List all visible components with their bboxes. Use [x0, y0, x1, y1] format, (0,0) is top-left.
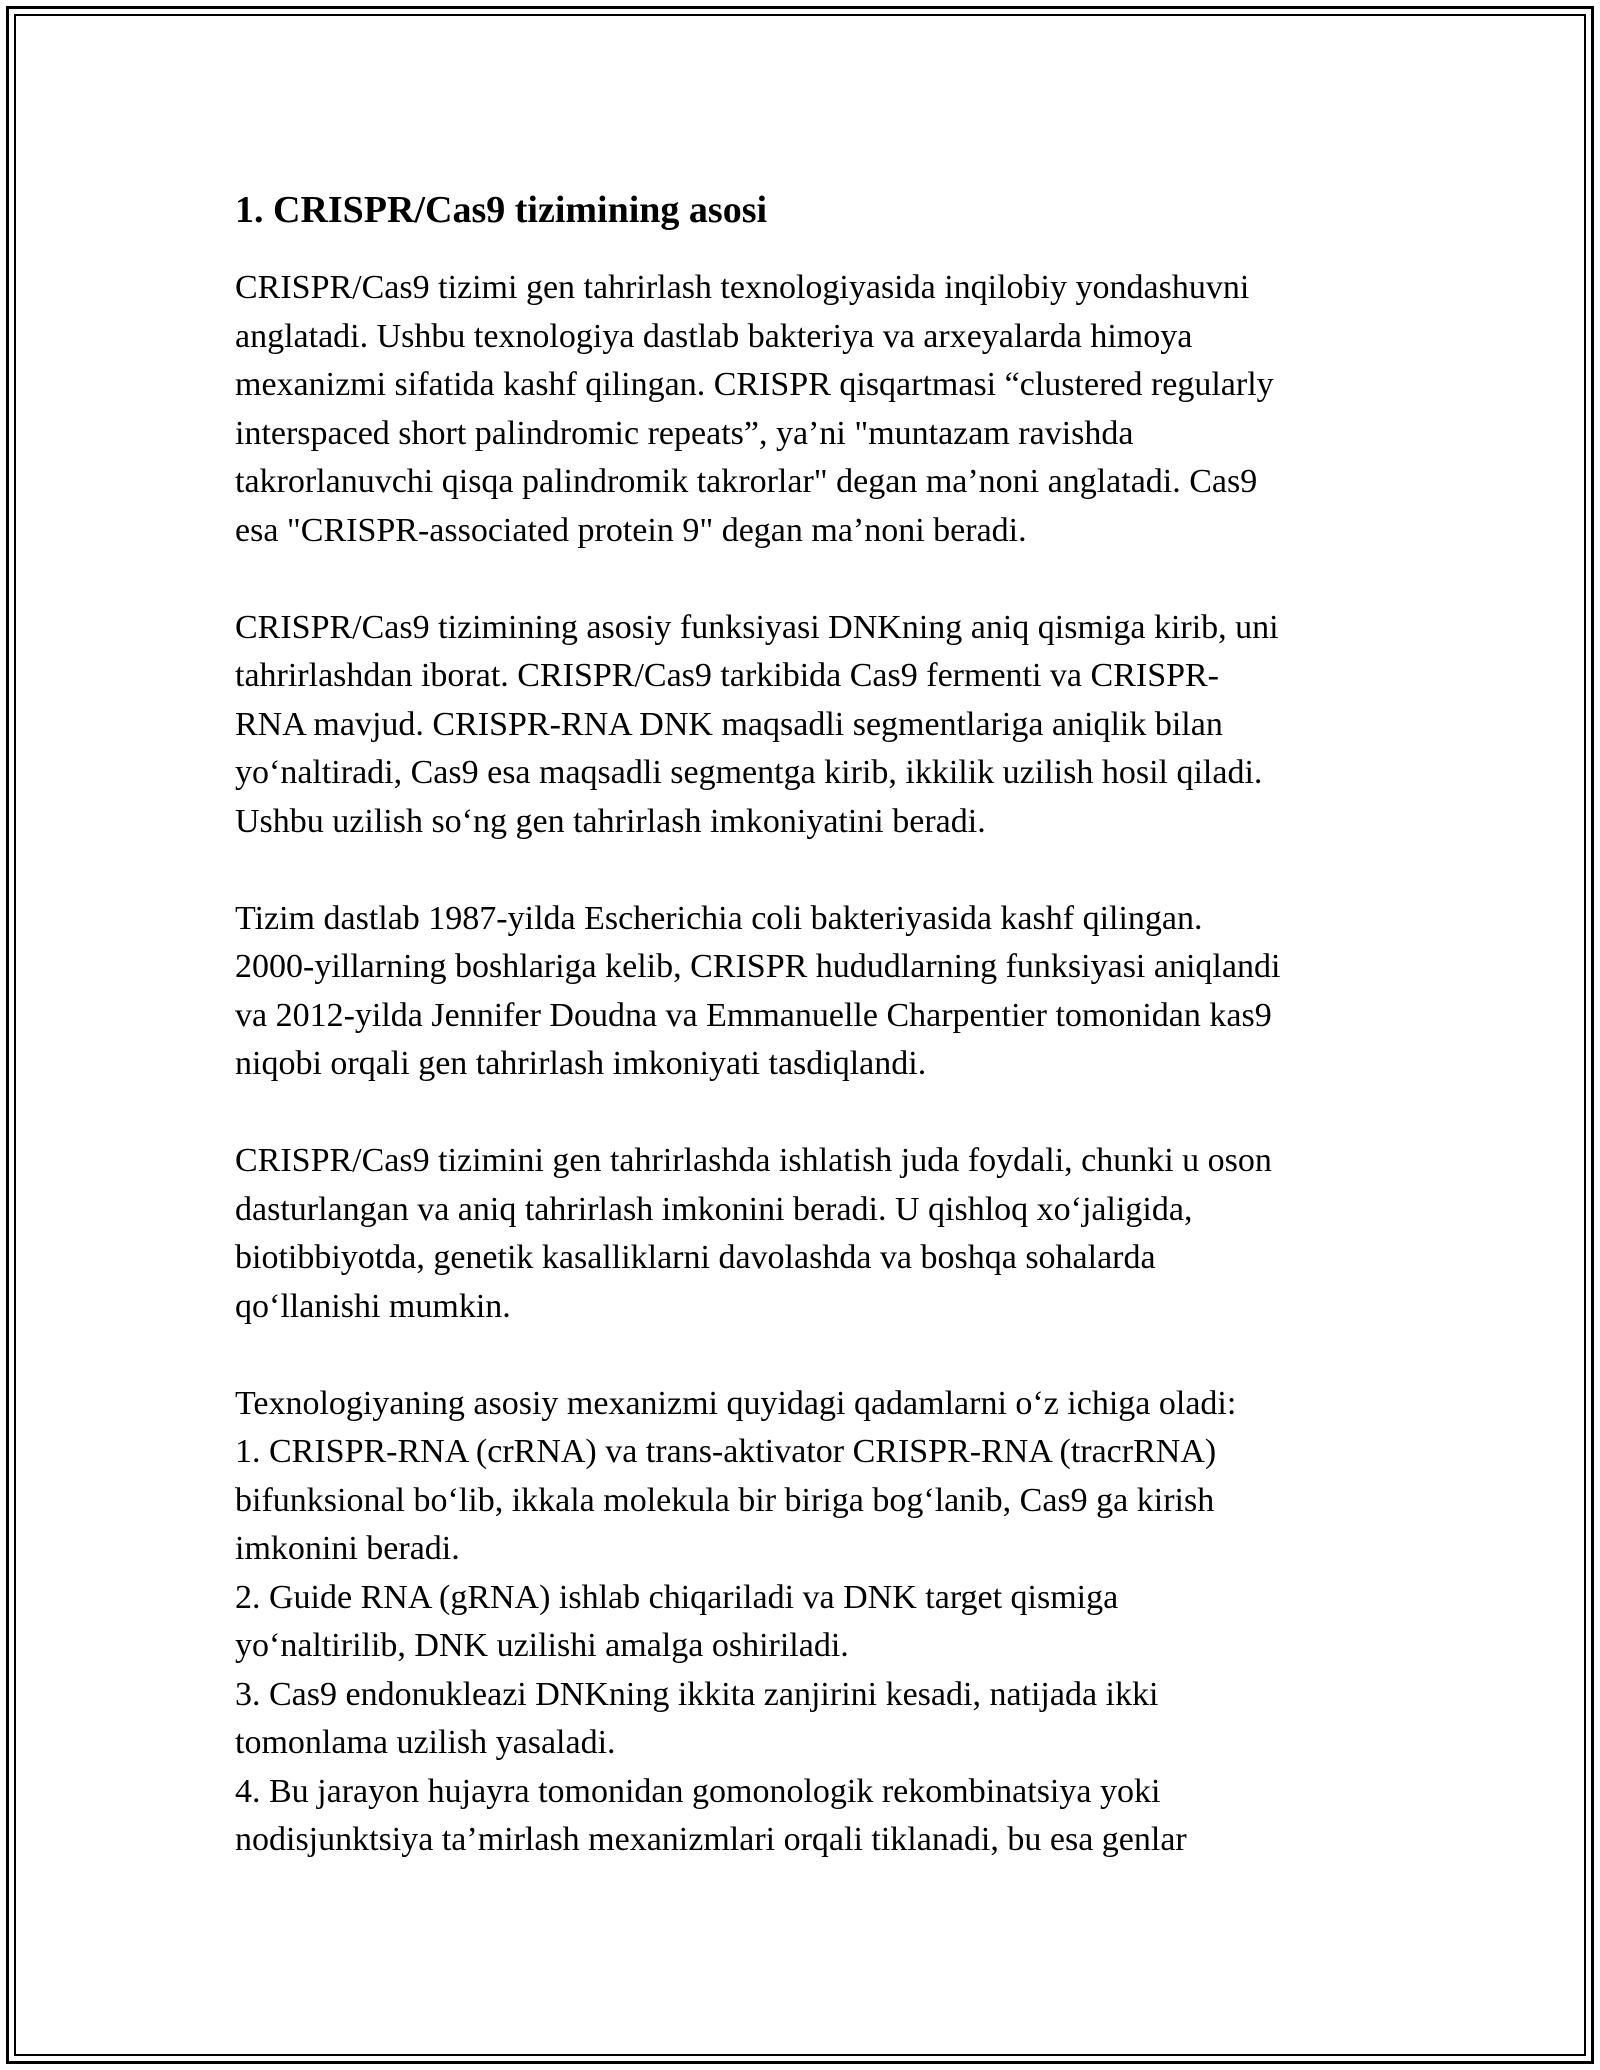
- text-line: CRISPR/Cas9 tizimini gen tahrirlashda ishlatish juda foydali, chunki u oson: [235, 1142, 1272, 1179]
- text-line: CRISPR/Cas9 tizimi gen tahrirlash texnologiyasida inqilobiy yondashuvni: [235, 269, 1250, 306]
- text-line: niqobi orqali gen tahrirlash imkoniyati tasdiqlandi.: [235, 1045, 927, 1082]
- text-lines: [235, 264, 1370, 1865]
- text-line: interspaced short palindromic repeats”, ya’ni "muntazam ravishda: [235, 414, 1134, 452]
- text-line: nodisjunktsiya ta’mirlash mexanizmlari orqali tiklanadi, bu esa genlar: [235, 1821, 1187, 1858]
- text-line: Ushbu uzilish so‘ng gen tahrirlash imkoniyatini beradi.: [235, 802, 986, 840]
- paragraph-gap: [235, 555, 1370, 604]
- paragraph-gap: [235, 1089, 1370, 1138]
- text-line: 2. Guide RNA (gRNA) ishlab chiqariladi va DNK target qismiga: [235, 1578, 1119, 1616]
- text-line: esa "CRISPR-associated protein 9" degan ma’noni beradi.: [235, 511, 1027, 549]
- text-line: va 2012-yilda Jennifer Doudna va Emmanuelle Charpentier tomonidan kas9: [235, 996, 1272, 1034]
- text-line: 1. CRISPR-RNA (crRNA) va trans-aktivator CRISPR-RNA (tracrRNA): [235, 1433, 1217, 1470]
- text-line: anglatadi. Ushbu texnologiya dastlab bakteriya va arxeyalarda himoya: [235, 317, 1193, 355]
- text-line: tomonlama uzilish yasaladi.: [235, 1724, 616, 1761]
- text-line: takrorlanuvchi qisqa palindromik takrorlar" degan ma’noni anglatadi. Cas9: [235, 463, 1258, 500]
- paragraph-gap: [235, 1331, 1370, 1380]
- text-line: RNA mavjud. CRISPR-RNA DNK maqsadli segmentlariga aniqlik bilan: [235, 705, 1223, 743]
- document-body: [235, 186, 1370, 1865]
- paragraph-gap: [235, 846, 1370, 895]
- text-line: mexanizmi sifatida kashf qilingan. CRISPR qisqartmasi “clustered regularly: [235, 366, 1274, 403]
- text-line: imkonini beradi.: [235, 1530, 460, 1567]
- text-line: yo‘naltiradi, Cas9 esa maqsadli segmentga kirib, ikkilik uzilish hosil qiladi.: [235, 754, 1263, 791]
- text-line: dasturlangan va aniq tahrirlash imkonini beradi. U qishloq xo‘jaligida,: [235, 1190, 1193, 1228]
- text-line: 3. Cas9 endonukleazi DNKning ikkita zanjirini kesadi, natijada ikki: [235, 1675, 1159, 1713]
- text-line: CRISPR/Cas9 tizimining asosiy funksiyasi DNKning aniq qismiga kirib, uni: [235, 608, 1279, 646]
- text-line: 4. Bu jarayon hujayra tomonidan gomonologik rekombinatsiya yoki: [235, 1772, 1161, 1810]
- text-line: qo‘llanishi mumkin.: [235, 1287, 511, 1325]
- text-line: yo‘naltirilib, DNK uzilishi amalga oshiriladi.: [235, 1627, 849, 1664]
- text-line: 2000-yillarning boshlariga kelib, CRISPR hududlarning funksiyasi aniqlandi: [235, 948, 1281, 985]
- text-line: tahrirlashdan iborat. CRISPR/Cas9 tarkibida Cas9 fermenti va CRISPR-: [235, 657, 1220, 694]
- text-line: Texnologiyaning asosiy mexanizmi quyidagi qadamlarni o‘z ichiga oladi:: [235, 1384, 1237, 1422]
- text-line: bifunksional bo‘lib, ikkala molekula bir biriga bog‘lanib, Cas9 ga kirish: [235, 1481, 1215, 1519]
- text-line: Tizim dastlab 1987-yilda Escherichia coli bakteriyasida kashf qilingan.: [235, 899, 1203, 937]
- text-line: biotibbiyotda, genetik kasalliklarni davolashda va boshqa sohalarda: [235, 1239, 1156, 1276]
- section-heading: 1. CRISPR/Cas9 tizimining asosi: [235, 189, 768, 231]
